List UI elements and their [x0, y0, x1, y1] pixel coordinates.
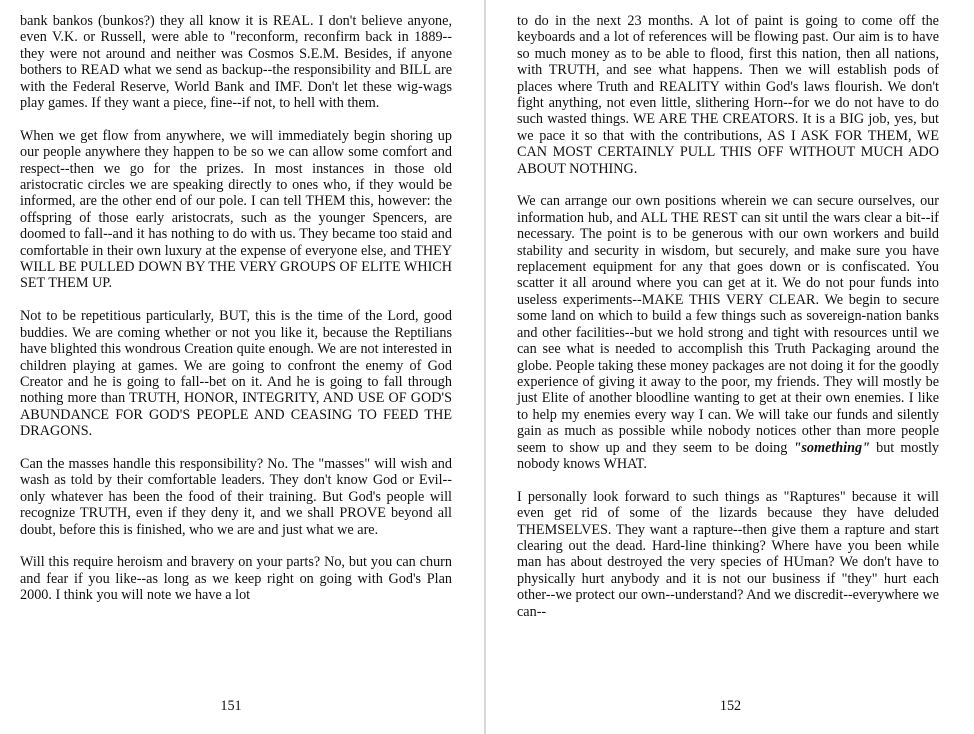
paragraph: Will this require heroism and bravery on your parts? No, but you can churn and fear if you like--as long as we keep right on going with God's Plan 2000. I think you will note we have a lot	[20, 554, 452, 604]
emphasized-word: "something"	[793, 439, 870, 456]
paragraph: Can the masses handle this responsibility? No. The "masses" will wish and wash as told by their comfortable leaders. They don't know God or Evil--only whatever has been the food of their training. But God's people will recognize TRUTH, even if they deny it, and we shall PROVE beyond all doubt, before this is finished, who we are and just what we are.	[20, 455, 452, 538]
left-page-text	[20, 13, 452, 604]
page-gutter	[484, 0, 486, 734]
paragraph: to do in the next 23 months. A lot of paint is going to come off the keyboards and a lot of references will be flowing past. Our aim is to have so much money as to be able to flood, first this nation, then all nations, with TRUTH, and see what happens. Then we will establish pods of places where Truth and REALITY within God's laws flourish. We don't fight anything, not even little, slithering Horn--for we do not have to do such wasted things. WE ARE THE CREATORS. It is a BIG job, yes, but we pace it so that with the contributions, AS I ASK FOR THEM, WE CAN MOST CERTAINLY PULL THIS OFF WITHOUT MUCH ADO ABOUT NOTHING.	[517, 13, 939, 177]
paragraph: I personally look forward to such things as "Raptures" because it will even get rid of some of the lizards because they have deluded THEMSELVES. They want a rapture--then give them a rapture and start clearing out the dead. Hard-line thinking? Where have you been while man has about destroyed the very species of HUman? We don't have to physically hurt anybody and it is not our business if "they" hurt each other--we protect our own--understand? And we discredit--everywhere we can--	[517, 488, 939, 620]
right-page-text	[517, 13, 939, 620]
paragraph-text: We can arrange our own positions wherein we can secure ourselves, our information hub, and ALL THE REST can sit until the wars clear a bit--if necessary. The point is to be generous with our own workers and build stability and security in wisdom, but securely, and make sure you have replacement equipment for any that goes down or is confiscated. You scatter it all around where you can get at it. We do not pour funds into useless experiments--MAKE THIS VERY CLEAR. We begin to secure some land on which to build a few things such as sovereign-nation banks and other facilities--but we hold strong and tight with resources until we can see what is needed to accomplish this Truth Packaging around the globe. People taking these money packages are not doing it for the goodly experience of giving it away to the poor, my friends. They will mostly be just Elite of another bloodline wanting to get at their own enemies. I like to help my enemies every way I can. We will take our funds and silently gain as much as possible while nobody notices other than more people seem to show up and they seem to be doing	[517, 193, 939, 456]
paragraph: bank bankos (bunkos?) they all know it is REAL. I don't believe anyone, even V.K. or Russell, were able to "reconform, reconfirm back in 1889--they were not around and neither was Cosmos S.E.M. Besides, if anyone bothers to READ what we send as backup--the responsibility and BILL are with the Federal Reserve, World Bank and IMF. Don't let these wig-wags play games. If they want a piece, fine--if not, to hell with them.	[20, 13, 452, 112]
paragraph	[517, 193, 939, 472]
paragraph-text: but mostly nobody knows WHAT.	[517, 439, 939, 472]
right-page	[487, 0, 974, 734]
paragraph: Not to be repetitious particularly, BUT, this is the time of the Lord, good buddies. We are coming whether or not you like it, because the Reptilians have blighted this wondrous Creation quite enough. We are not interested in children playing at games. We are going to confront the enemy of God Creator and he is going to fall--bet on it. And he is going to fall through nothing more than TRUTH, HONOR, INTEGRITY, AND USE OF GOD'S ABUNDANCE FOR GOD'S PEOPLE AND CEASING TO FEED THE DRAGONS.	[20, 308, 452, 440]
page-number: 152	[719, 698, 742, 714]
page-number: 151	[220, 698, 242, 714]
paragraph: When we get flow from anywhere, we will immediately begin shoring up our people anywhere they happen to be so we can allow some comfort and respect--then we go for the prizes. In most instances in those old aristocratic circles we are speaking directly to ones who, if they would be informed, are the other end of our pole. I can tell THEM this, however: the offspring of those early aristocrats, such as the younger Spencers, are doomed to fall--and it has nothing to do with us. They became too staid and comfortable in their own luxury at the expense of everyone else, and THEY WILL BE PULLED DOWN BY THE VERY GROUPS OF ELITE WHICH SET THEM UP.	[20, 127, 452, 292]
